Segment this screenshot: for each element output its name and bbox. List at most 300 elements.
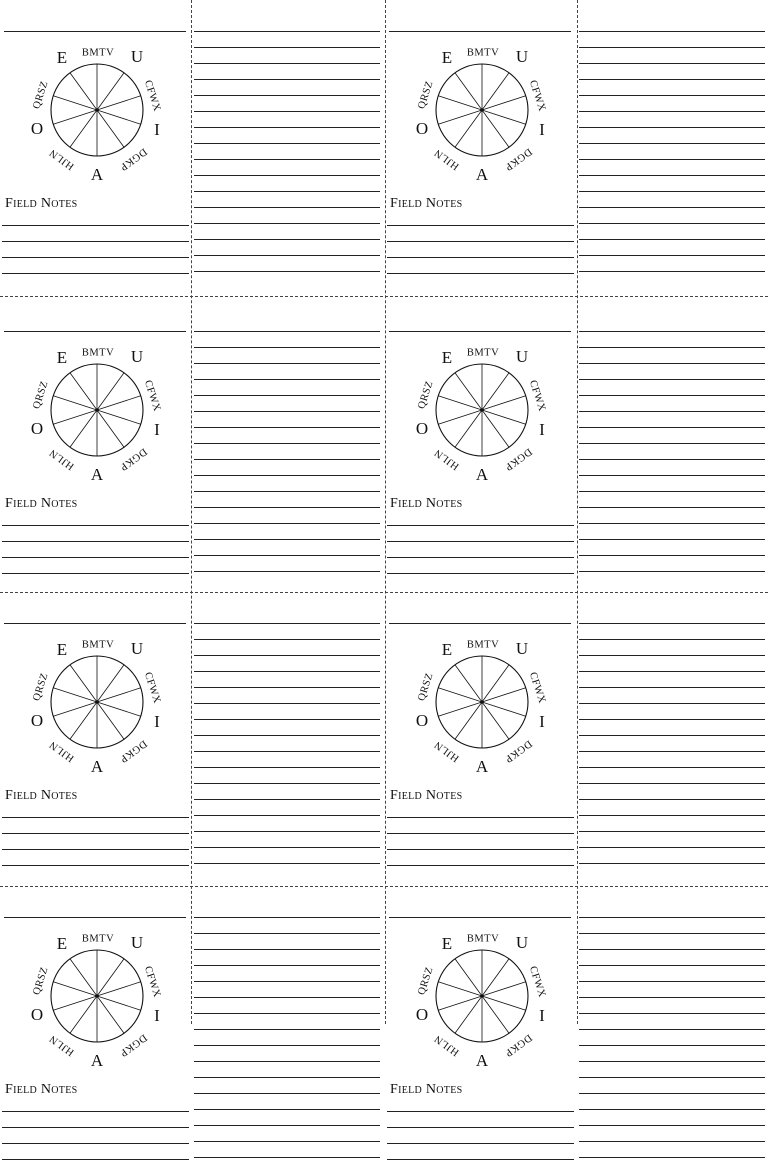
note-line	[194, 965, 380, 966]
note-line	[579, 831, 765, 832]
note-line	[579, 475, 765, 476]
note-line	[579, 1029, 765, 1030]
vowel-label-o: O	[30, 418, 44, 438]
wheel-spoke	[455, 996, 482, 1033]
note-line	[579, 395, 765, 396]
note-line	[579, 815, 765, 816]
note-line	[579, 997, 765, 998]
note-line	[194, 507, 380, 508]
wheel-spoke	[53, 410, 97, 424]
vowel-label-i: I	[154, 419, 160, 439]
wheel-spoke	[438, 96, 482, 110]
field-notes-heading: Field Notes	[390, 788, 463, 803]
note-line	[194, 981, 380, 982]
consonant-group-qrsz: QRSZ	[416, 671, 436, 703]
card-top-rule	[389, 623, 571, 624]
note-line	[387, 849, 574, 850]
letter-wheel-diagram	[407, 921, 557, 1071]
note-line	[194, 735, 380, 736]
wheel-spoke	[53, 96, 97, 110]
wheel-spoke	[97, 396, 141, 410]
wheel-spoke	[97, 410, 141, 424]
note-line	[579, 255, 765, 256]
consonant-group-dgkp: DGKP	[502, 145, 534, 173]
wheel-spoke	[482, 96, 526, 110]
wheel-spoke	[70, 110, 97, 147]
wheel-spoke	[70, 702, 97, 739]
vowel-label-u: U	[130, 638, 144, 658]
note-line	[194, 831, 380, 832]
card-top-rule	[389, 917, 571, 918]
vowel-label-a: A	[475, 464, 489, 484]
consonant-group-cfwx: CFWX	[526, 670, 548, 706]
note-line	[387, 817, 574, 818]
note-line	[579, 981, 765, 982]
consonant-group-dgkp: DGKP	[502, 445, 534, 473]
wheel-hub	[480, 108, 484, 112]
note-line	[2, 541, 189, 542]
vowel-label-i: I	[539, 119, 545, 139]
consonant-group-qrsz: QRSZ	[31, 79, 51, 111]
card-top-rule	[389, 31, 571, 32]
wheel-spoke	[482, 410, 509, 447]
wheel-spoke	[70, 959, 97, 996]
wheel-hub	[95, 408, 99, 412]
consonant-group-cfwx: CFWX	[141, 670, 163, 706]
consonant-group-bmtv: BMTV	[81, 639, 115, 651]
note-line	[194, 799, 380, 800]
note-line	[579, 159, 765, 160]
consonant-group-hjln: HJLN	[432, 1032, 462, 1058]
vowel-label-a: A	[475, 756, 489, 776]
note-line	[194, 1125, 380, 1126]
consonant-group-qrsz: QRSZ	[31, 671, 51, 703]
consonant-group-hjln: HJLN	[47, 738, 77, 764]
wheel-spoke	[53, 110, 97, 124]
note-line	[579, 63, 765, 64]
note-line	[579, 207, 765, 208]
note-line	[194, 95, 380, 96]
vowel-label-a: A	[90, 164, 104, 184]
wheel-spoke	[482, 410, 526, 424]
note-line	[579, 539, 765, 540]
note-line	[194, 79, 380, 80]
note-line	[194, 767, 380, 768]
wheel-spoke	[97, 96, 141, 110]
wheel-spoke	[482, 665, 509, 702]
note-line	[579, 719, 765, 720]
field-notes-heading: Field Notes	[5, 496, 78, 511]
wheel-spoke	[97, 110, 141, 124]
wheel-spoke	[53, 396, 97, 410]
wheel-spoke	[482, 982, 526, 996]
field-notes-heading: Field Notes	[390, 196, 463, 211]
consonant-group-cfwx: CFWX	[526, 964, 548, 1000]
consonant-group-bmtv: BMTV	[81, 47, 115, 59]
note-line	[579, 143, 765, 144]
field-notes-heading: Field Notes	[390, 1082, 463, 1097]
note-line	[2, 817, 189, 818]
wheel-spoke	[482, 996, 526, 1010]
note-line	[194, 1093, 380, 1094]
note-line	[194, 347, 380, 348]
note-line	[579, 655, 765, 656]
note-line	[194, 539, 380, 540]
note-line	[194, 1157, 380, 1158]
wheel-spoke	[438, 982, 482, 996]
vertical-cut-line	[191, 0, 192, 1024]
wheel-spoke	[438, 702, 482, 716]
wheel-hub	[480, 408, 484, 412]
wheel-spoke	[53, 702, 97, 716]
note-line	[579, 1061, 765, 1062]
note-line	[579, 735, 765, 736]
note-line	[194, 1013, 380, 1014]
consonant-group-bmtv: BMTV	[466, 47, 500, 59]
wheel-spoke	[70, 996, 97, 1033]
wheel-spoke	[438, 110, 482, 124]
vowel-label-u: U	[515, 346, 529, 366]
note-line	[579, 555, 765, 556]
note-line	[579, 459, 765, 460]
note-line	[387, 525, 574, 526]
note-line	[194, 1029, 380, 1030]
card-top-rule	[4, 623, 186, 624]
note-line	[579, 411, 765, 412]
note-line	[579, 347, 765, 348]
wheel-spoke	[97, 702, 141, 716]
vowel-label-i: I	[539, 419, 545, 439]
note-line	[579, 271, 765, 272]
wheel-spoke	[482, 959, 509, 996]
note-line	[194, 949, 380, 950]
vowel-label-i: I	[539, 1005, 545, 1025]
letter-wheel-diagram	[22, 335, 172, 485]
wheel-spoke	[97, 373, 124, 410]
note-line	[387, 1111, 574, 1112]
note-line	[579, 127, 765, 128]
note-line	[194, 687, 380, 688]
note-line	[579, 175, 765, 176]
note-line	[194, 863, 380, 864]
note-line	[579, 703, 765, 704]
note-line	[194, 207, 380, 208]
note-line	[194, 719, 380, 720]
vertical-cut-line	[385, 0, 386, 1024]
note-line	[579, 751, 765, 752]
note-line	[194, 379, 380, 380]
wheel-spoke	[53, 996, 97, 1010]
note-line	[579, 1093, 765, 1094]
note-line	[579, 239, 765, 240]
consonant-group-qrsz: QRSZ	[416, 965, 436, 997]
note-line	[194, 571, 380, 572]
note-line	[579, 933, 765, 934]
note-line	[194, 127, 380, 128]
consonant-group-dgkp: DGKP	[117, 145, 149, 173]
note-line	[2, 1111, 189, 1112]
note-line	[194, 475, 380, 476]
note-line	[194, 427, 380, 428]
consonant-group-cfwx: CFWX	[526, 78, 548, 114]
consonant-group-dgkp: DGKP	[502, 1031, 534, 1059]
field-notes-heading: Field Notes	[5, 1082, 78, 1097]
consonant-group-hjln: HJLN	[432, 146, 462, 172]
vowel-label-a: A	[475, 1050, 489, 1070]
note-line	[194, 1141, 380, 1142]
consonant-group-dgkp: DGKP	[117, 737, 149, 765]
note-line	[579, 917, 765, 918]
wheel-spoke	[455, 73, 482, 110]
consonant-group-cfwx: CFWX	[141, 964, 163, 1000]
note-line	[194, 191, 380, 192]
consonant-group-bmtv: BMTV	[81, 933, 115, 945]
note-line	[387, 1143, 574, 1144]
note-line	[579, 111, 765, 112]
vowel-label-i: I	[154, 119, 160, 139]
note-line	[194, 31, 380, 32]
vowel-label-e: E	[56, 347, 68, 367]
wheel-spoke	[482, 688, 526, 702]
wheel-spoke	[97, 982, 141, 996]
note-line	[579, 1157, 765, 1158]
vowel-label-o: O	[415, 418, 429, 438]
field-notes-heading: Field Notes	[5, 788, 78, 803]
note-line	[579, 783, 765, 784]
wheel-spoke	[438, 410, 482, 424]
note-line	[194, 395, 380, 396]
consonant-group-dgkp: DGKP	[502, 737, 534, 765]
wheel-spoke	[70, 410, 97, 447]
wheel-spoke	[482, 396, 526, 410]
wheel-hub	[95, 108, 99, 112]
vowel-label-a: A	[475, 164, 489, 184]
note-line	[579, 31, 765, 32]
note-line	[579, 223, 765, 224]
card-top-rule	[389, 331, 571, 332]
note-line	[387, 1127, 574, 1128]
note-line	[194, 917, 380, 918]
note-line	[2, 257, 189, 258]
wheel-spoke	[455, 702, 482, 739]
note-line	[387, 865, 574, 866]
note-line	[2, 1143, 189, 1144]
note-line	[579, 671, 765, 672]
wheel-spoke	[97, 702, 124, 739]
wheel-spoke	[482, 996, 509, 1033]
note-line	[579, 523, 765, 524]
vowel-label-e: E	[441, 933, 453, 953]
note-line	[387, 833, 574, 834]
wheel-spoke	[438, 688, 482, 702]
vowel-label-u: U	[130, 46, 144, 66]
consonant-group-cfwx: CFWX	[141, 78, 163, 114]
note-line	[194, 523, 380, 524]
note-line	[579, 427, 765, 428]
vowel-label-u: U	[130, 346, 144, 366]
note-line	[579, 949, 765, 950]
vowel-label-u: U	[515, 46, 529, 66]
wheel-spoke	[438, 396, 482, 410]
vowel-label-a: A	[90, 756, 104, 776]
wheel-spoke	[97, 110, 124, 147]
note-line	[579, 1109, 765, 1110]
wheel-spoke	[70, 73, 97, 110]
wheel-spoke	[97, 73, 124, 110]
card-top-rule	[4, 31, 186, 32]
note-line	[579, 1141, 765, 1142]
consonant-group-dgkp: DGKP	[117, 1031, 149, 1059]
horizontal-cut-line	[0, 592, 768, 593]
wheel-hub	[95, 700, 99, 704]
vowel-label-e: E	[56, 933, 68, 953]
vowel-label-i: I	[154, 711, 160, 731]
note-line	[579, 1045, 765, 1046]
vowel-label-e: E	[56, 639, 68, 659]
vowel-label-e: E	[56, 47, 68, 67]
note-line	[579, 331, 765, 332]
note-line	[579, 571, 765, 572]
card-top-rule	[4, 331, 186, 332]
note-line	[194, 443, 380, 444]
vowel-label-o: O	[415, 118, 429, 138]
consonant-group-qrsz: QRSZ	[31, 965, 51, 997]
note-line	[194, 655, 380, 656]
note-line	[2, 241, 189, 242]
vertical-cut-line	[577, 0, 578, 1024]
letter-wheel-diagram	[22, 921, 172, 1071]
consonant-group-hjln: HJLN	[432, 446, 462, 472]
note-line	[2, 865, 189, 866]
note-line	[194, 1109, 380, 1110]
note-line	[579, 1013, 765, 1014]
vowel-label-u: U	[515, 932, 529, 952]
vowel-label-o: O	[30, 710, 44, 730]
note-line	[194, 671, 380, 672]
note-line	[579, 379, 765, 380]
consonant-group-dgkp: DGKP	[117, 445, 149, 473]
letter-wheel-diagram	[407, 335, 557, 485]
note-line	[194, 143, 380, 144]
note-line	[2, 1127, 189, 1128]
consonant-group-hjln: HJLN	[47, 1032, 77, 1058]
note-line	[579, 639, 765, 640]
note-line	[194, 933, 380, 934]
wheel-spoke	[53, 982, 97, 996]
note-line	[194, 175, 380, 176]
note-line	[579, 799, 765, 800]
vowel-label-e: E	[441, 639, 453, 659]
note-line	[579, 95, 765, 96]
note-line	[194, 239, 380, 240]
note-line	[194, 111, 380, 112]
consonant-group-qrsz: QRSZ	[31, 379, 51, 411]
wheel-spoke	[455, 665, 482, 702]
note-line	[579, 491, 765, 492]
note-line	[579, 191, 765, 192]
note-line	[579, 507, 765, 508]
note-line	[194, 223, 380, 224]
note-line	[579, 79, 765, 80]
note-line	[194, 459, 380, 460]
field-notes-heading: Field Notes	[5, 196, 78, 211]
consonant-group-hjln: HJLN	[432, 738, 462, 764]
note-line	[2, 525, 189, 526]
wheel-spoke	[438, 996, 482, 1010]
wheel-spoke	[97, 996, 124, 1033]
note-line	[194, 751, 380, 752]
wheel-spoke	[70, 665, 97, 702]
note-line	[194, 847, 380, 848]
note-line	[579, 443, 765, 444]
note-line	[194, 997, 380, 998]
note-line	[194, 623, 380, 624]
consonant-group-bmtv: BMTV	[466, 933, 500, 945]
vowel-label-o: O	[415, 710, 429, 730]
consonant-group-bmtv: BMTV	[466, 347, 500, 359]
consonant-group-qrsz: QRSZ	[416, 379, 436, 411]
note-line	[2, 225, 189, 226]
note-line	[579, 847, 765, 848]
note-line	[194, 815, 380, 816]
letter-wheel-diagram	[22, 35, 172, 185]
wheel-spoke	[455, 373, 482, 410]
note-line	[194, 703, 380, 704]
note-line	[2, 849, 189, 850]
note-line	[579, 1077, 765, 1078]
vowel-label-e: E	[441, 47, 453, 67]
wheel-spoke	[482, 373, 509, 410]
note-line	[579, 1125, 765, 1126]
horizontal-cut-line	[0, 886, 768, 887]
wheel-spoke	[97, 688, 141, 702]
consonant-group-hjln: HJLN	[47, 446, 77, 472]
note-line	[194, 1045, 380, 1046]
note-line	[2, 557, 189, 558]
consonant-group-hjln: HJLN	[47, 146, 77, 172]
vowel-label-o: O	[415, 1004, 429, 1024]
wheel-spoke	[455, 110, 482, 147]
card-top-rule	[4, 917, 186, 918]
note-line	[579, 767, 765, 768]
wheel-spoke	[482, 110, 526, 124]
consonant-group-bmtv: BMTV	[81, 347, 115, 359]
note-line	[194, 63, 380, 64]
field-notes-heading: Field Notes	[390, 496, 463, 511]
note-line	[194, 47, 380, 48]
consonant-group-bmtv: BMTV	[466, 639, 500, 651]
wheel-spoke	[482, 110, 509, 147]
vowel-label-e: E	[441, 347, 453, 367]
vowel-label-a: A	[90, 1050, 104, 1070]
note-line	[194, 491, 380, 492]
consonant-group-cfwx: CFWX	[141, 378, 163, 414]
wheel-spoke	[97, 959, 124, 996]
note-line	[2, 573, 189, 574]
wheel-hub	[480, 994, 484, 998]
vowel-label-i: I	[154, 1005, 160, 1025]
wheel-hub	[95, 994, 99, 998]
note-line	[194, 271, 380, 272]
wheel-spoke	[455, 959, 482, 996]
note-line	[387, 557, 574, 558]
wheel-spoke	[97, 665, 124, 702]
note-line	[387, 541, 574, 542]
note-line	[194, 411, 380, 412]
letter-wheel-diagram	[407, 35, 557, 185]
letter-wheel-diagram	[407, 627, 557, 777]
note-line	[194, 255, 380, 256]
